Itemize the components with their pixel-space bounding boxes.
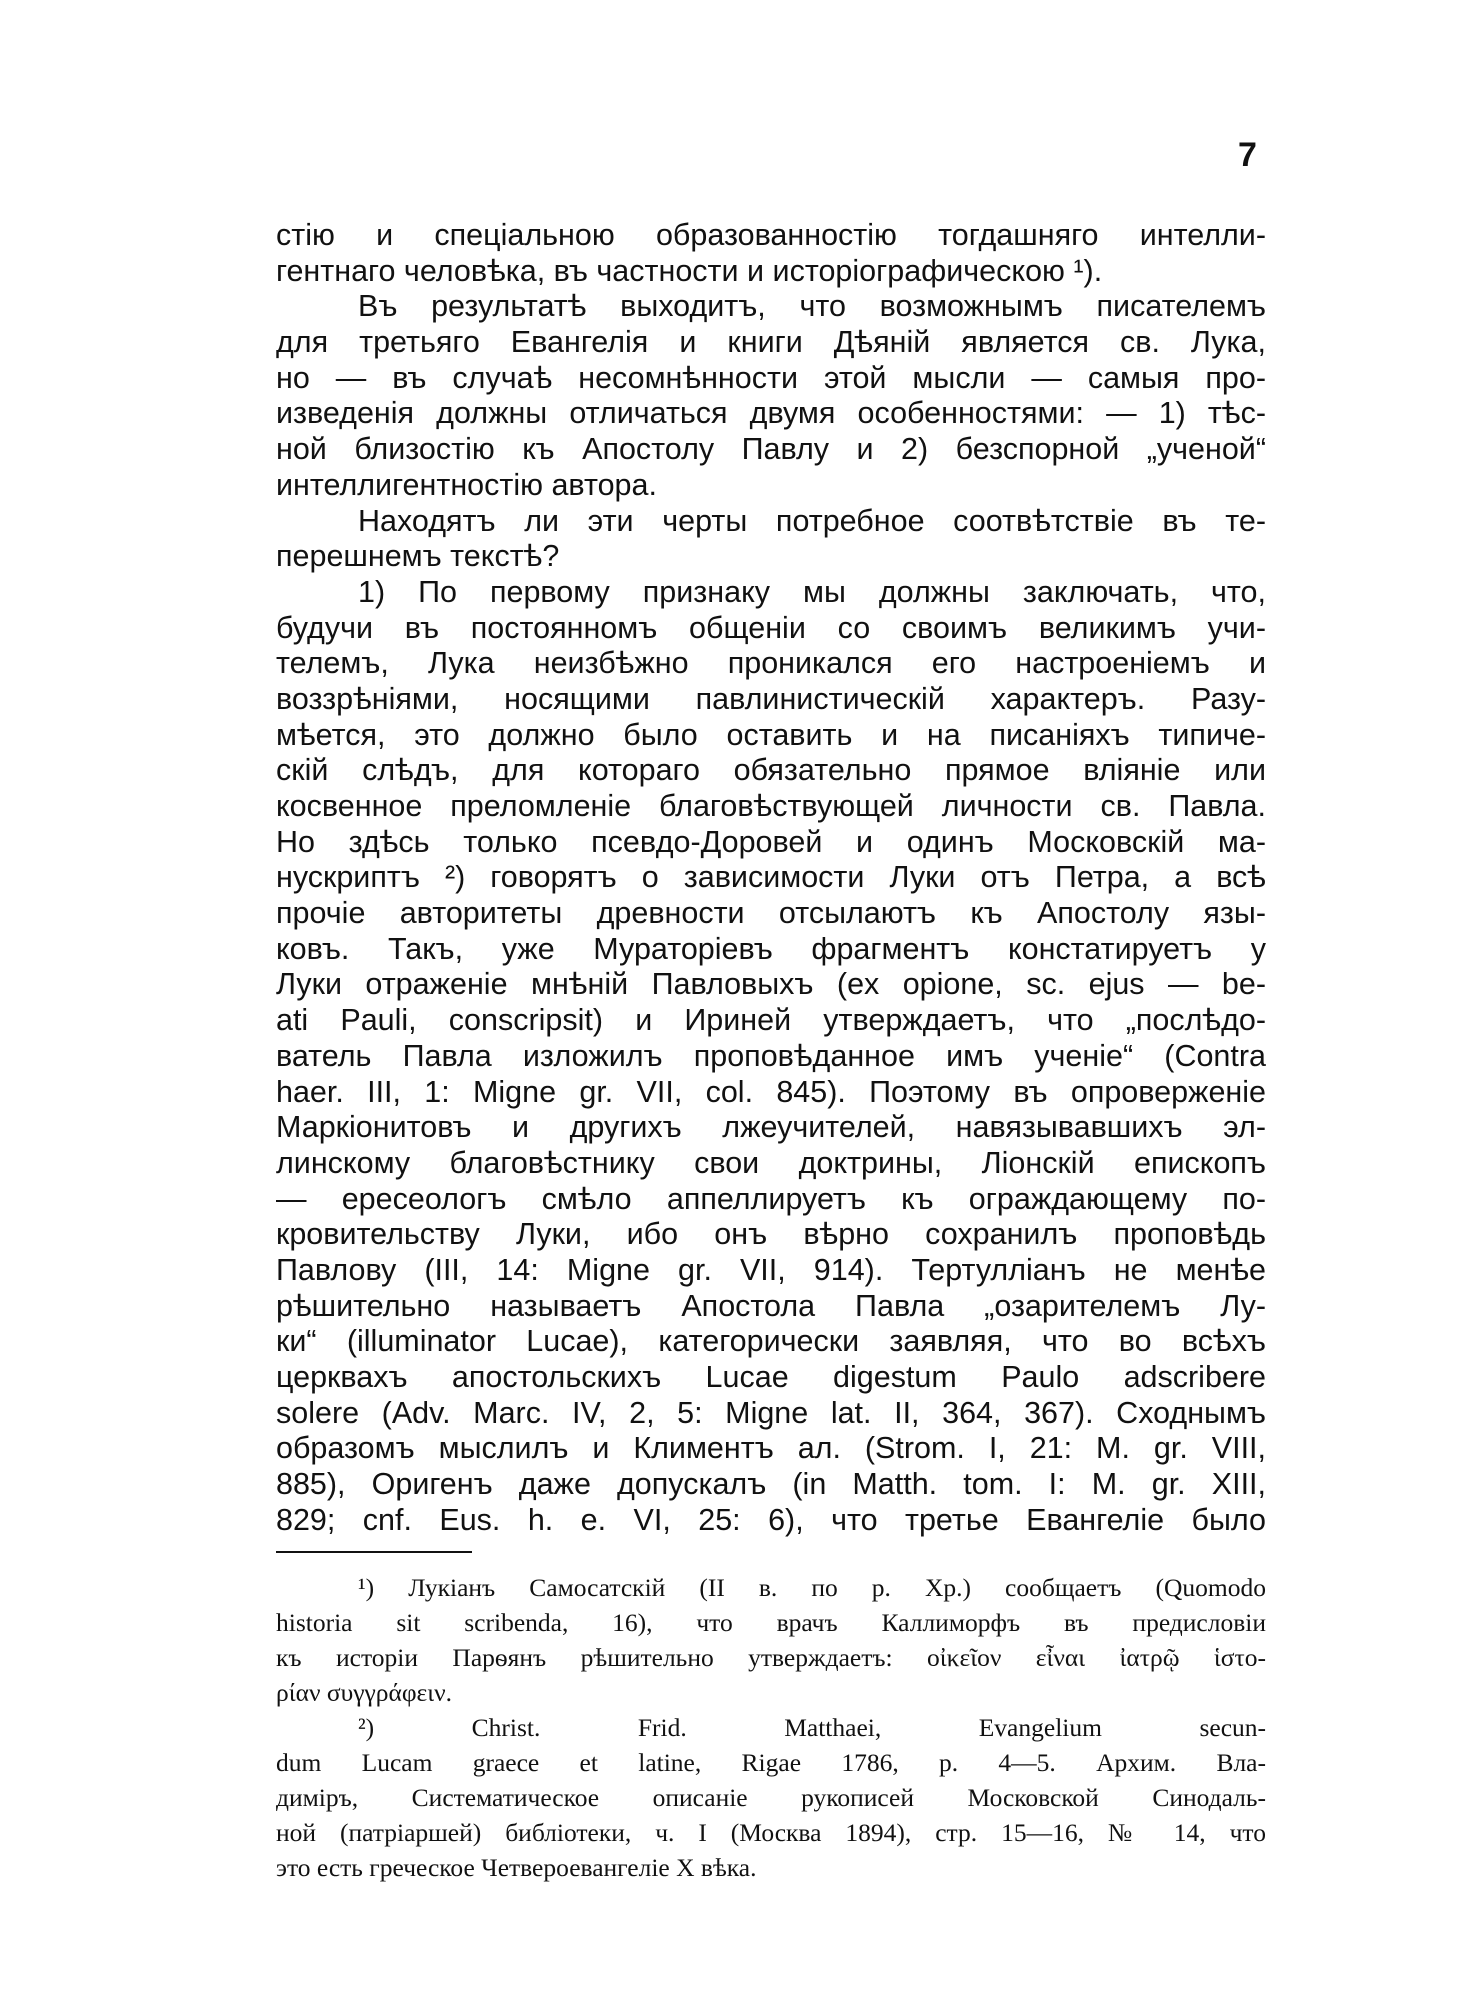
text-line: рѣшительно называетъ Апостола Павла „озарителемъ Лу- [276,1288,1266,1323]
footnote-line: диміръ, Систематическое описаніе рукописей Московской Синодаль- [276,1783,1266,1812]
text-line: образомъ мыслилъ и Климентъ ал. (Strom. I, 21: M. gr. VIII, [276,1431,1266,1466]
text-line: воззрѣніями, носящими павлинистическій характеръ. Разу- [276,681,1266,716]
footnote-divider [276,1551,472,1553]
text-line: Павлову (III, 14: Migne gr. VII, 914). Тертулліанъ не менѣе [276,1252,1266,1287]
text-line: Въ результатѣ выходитъ, что возможнымъ писателемъ [358,289,1266,324]
text-line: Маркіонитовъ и другихъ лжеучителей, навязывавшихъ эл- [276,1110,1266,1145]
text-line: ati Pauli, conscripsit) и Ириней утверждаетъ, что „послѣдо- [276,1003,1266,1038]
text-line: ки“ (illuminator Lucae), категорически заявляя, что во всѣхъ [276,1324,1266,1359]
text-line: перешнемъ текстѣ? [276,539,560,574]
text-line: ватель Павла изложилъ проповѣданное имъ ученіе“ (Contra [276,1038,1266,1073]
text-line: церквахъ апостольскихъ Lucae digestum Paulo adscribere [276,1360,1266,1394]
footnote-line: ной (патріаршей) библіотеки, ч. I (Москва 1894), стр. 15—16, № 14, что [276,1818,1266,1847]
text-line: скій слѣдъ, для котораго обязательно прямое вліяніе или [276,753,1266,788]
text-line: косвенное преломленіе благовѣствующей личности св. Павла. [276,789,1266,823]
text-line: 885), Оригенъ даже допускалъ (in Matth. tom. I: M. gr. XIII, [276,1467,1266,1502]
text-line: solere (Adv. Marc. IV, 2, 5: Migne lat. II, 364, 367). Сходнымъ [276,1395,1266,1430]
text-line: 1) По первому признаку мы должны заключать, что, [358,574,1266,609]
text-line: Находятъ ли эти черты потребное соотвѣтствіе въ те- [358,503,1266,538]
text-line: Но здѣсь только псевдо-Доровей и одинъ Московскій ма- [276,824,1266,859]
text-line: линскому благовѣстнику свои доктрины, Ліонскій епископъ [276,1145,1266,1180]
text-line: будучи въ постоянномъ общеніи со своимъ великимъ учи- [276,610,1266,645]
text-line: изведенія должны отличаться двумя особенностями: — 1) тѣс- [276,396,1266,431]
page-number: 7 [1238,136,1257,174]
text-line: Луки отраженіе мнѣній Павловыхъ (ex opione, sc. ejus — be- [276,967,1266,1002]
text-line: стію и спеціальною образованностію тогдашняго интелли- [276,218,1266,252]
text-line: интеллигентностію автора. [276,467,657,502]
text-line: но — въ случаѣ несомнѣнности этой мысли — самыя про- [276,360,1266,395]
footnote-line: ρίαν συγγράφειν. [276,1678,453,1707]
text-line: — ересеологъ смѣло аппеллируетъ къ ограждающему по- [276,1181,1266,1216]
text-line: мѣется, это должно было оставить и на писаніяхъ типиче- [276,717,1266,752]
footnote-line: historia sit scribenda, 16), что врачъ Каллиморфъ въ предисловіи [276,1608,1266,1637]
text-line: прочіе авторитеты древности отсылаютъ къ Апостолу язы- [276,896,1266,931]
text-line: 829; cnf. Eus. h. e. VI, 25: 6), что третье Евангеліе было [276,1502,1266,1537]
text-line: haer. III, 1: Migne gr. VII, col. 845). Поэтому въ опроверженіе [276,1074,1266,1109]
text-line: гентнаго человѣка, въ частности и исторіографическою ¹). [276,253,1103,288]
text-line: кровительству Луки, ибо онъ вѣрно сохранилъ проповѣдь [276,1217,1266,1252]
footnote-line: это есть греческое Четвероевангеліе X вѣка. [276,1853,757,1882]
footnotes [276,1570,1266,1885]
footnote-line: ²) Christ. Frid. Matthaei, Evangelium secun- [358,1713,1266,1742]
text-line: нускриптъ ²) говорятъ о зависимости Луки отъ Петра, а всѣ [276,860,1266,895]
footnote-line: ¹) Лукіанъ Самосатскій (II в. по р. Хр.) сообщаетъ (Quomodo [358,1573,1266,1602]
text-line: для третьяго Евангелія и книги Дѣяній является св. Лука, [276,325,1266,360]
footnote-line: dum Lucam graece et latine, Rigae 1786, p. 4—5. Архим. Вла- [276,1748,1266,1777]
main-text [276,218,1266,1538]
text-line: ной близостію къ Апостолу Павлу и 2) безспорной „ученой“ [276,432,1266,467]
text-line: ковъ. Такъ, уже Мураторіевъ фрагментъ констатируетъ у [276,931,1266,966]
text-line: телемъ, Лука неизбѣжно проникался его настроеніемъ и [276,646,1266,681]
footnote-line: къ исторіи Парѳянъ рѣшительно утверждаетъ: οἰκεῖον εἶναι ἰατρῷ ἱστο- [276,1643,1266,1672]
